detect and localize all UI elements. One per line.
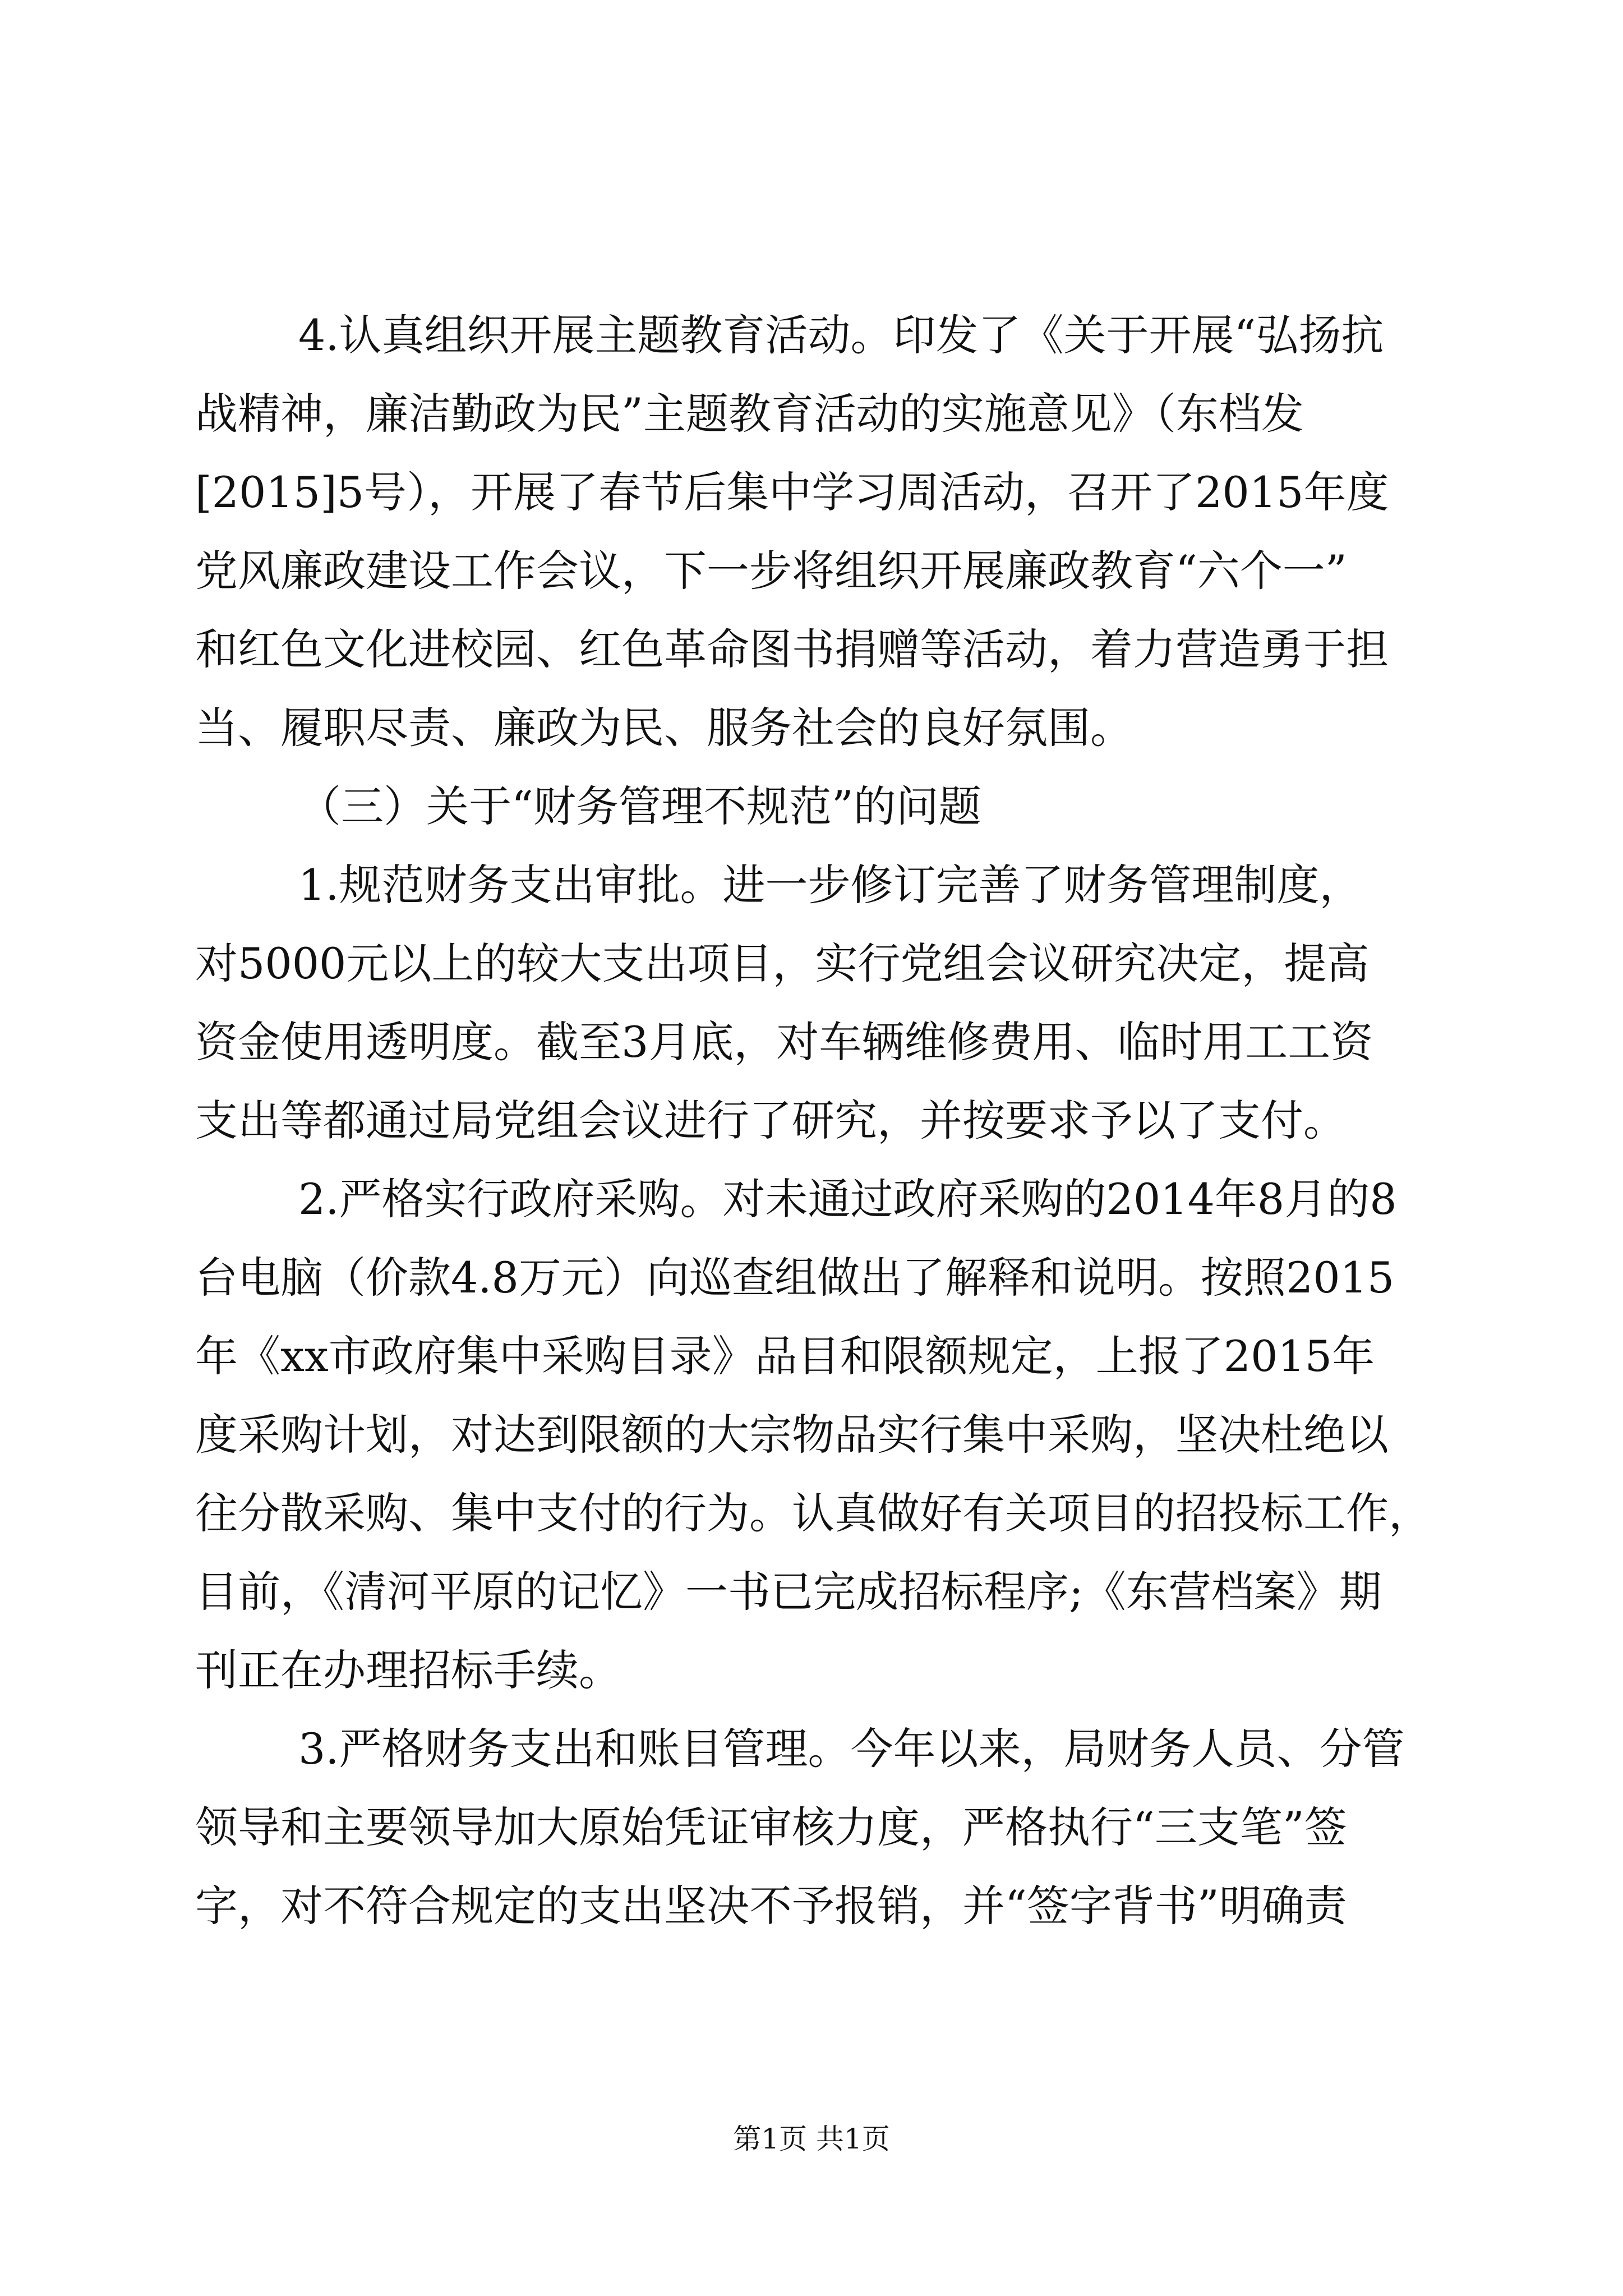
- text-line: 对5000元以上的较大支出项目，实行党组会议研究决定，提高: [195, 938, 1370, 988]
- text-line: 1.规范财务支出审批。进一步修订完善了财务管理制度，: [298, 860, 1362, 910]
- text-line: 当、履职尽责、廉政为民、服务社会的良好氛围。: [195, 703, 1133, 753]
- text-line: 资金使用透明度。截至3月底，对车辆维修费用、临时用工工资: [195, 1017, 1373, 1067]
- text-line: 领导和主要领导加大原始凭证审核力度，严格执行“三支笔”签: [195, 1802, 1347, 1852]
- text-line: [2015]5号），开展了春节后集中学习周活动，召开了2015年度: [195, 467, 1389, 517]
- text-line: 党风廉政建设工作会议，下一步将组织开展廉政教育“六个一”: [195, 546, 1347, 596]
- text-line: 和红色文化进校园、红色革命图书捐赠等活动，着力营造勇于担: [195, 624, 1389, 674]
- section-heading: （三）关于“财务管理不规范”的问题: [298, 781, 981, 831]
- text-line: 刊正在办理招标手续。: [195, 1645, 621, 1695]
- text-line: 4.认真组织开展主题教育活动。印发了《关于开展“弘扬抗: [298, 310, 1384, 360]
- text-line: 目前，《清河平原的记忆》一书已完成招标程序;《东营档案》期: [195, 1567, 1382, 1617]
- text-line: 3.严格财务支出和账目管理。今年以来，局财务人员、分管: [298, 1724, 1405, 1774]
- text-line: 年《xx市政府集中采购目录》品目和限额规定，上报了2015年: [195, 1331, 1375, 1381]
- text-line: 度采购计划，对达到限额的大宗物品实行集中采购，坚决杜绝以: [195, 1410, 1389, 1460]
- text-line: 台电脑（价款4.8万元）向巡查组做出了解释和说明。按照2015: [195, 1253, 1395, 1303]
- text-line: 2.严格实行政府采购。对未通过政府采购的2014年8月的8: [298, 1174, 1397, 1224]
- page-footer: 第1页 共1页: [733, 2123, 890, 2155]
- text-line: 往分散采购、集中支付的行为。认真做好有关项目的招投标工作，: [195, 1488, 1431, 1538]
- text-line: 支出等都通过局党组会议进行了研究，并按要求予以了支付。: [195, 1096, 1346, 1145]
- text-line: 战精神，廉洁勤政为民”主题教育活动的实施意见》（东档发: [195, 389, 1304, 439]
- text-line: 字，对不符合规定的支出坚决不予报销，并“签字背书”明确责: [195, 1881, 1347, 1931]
